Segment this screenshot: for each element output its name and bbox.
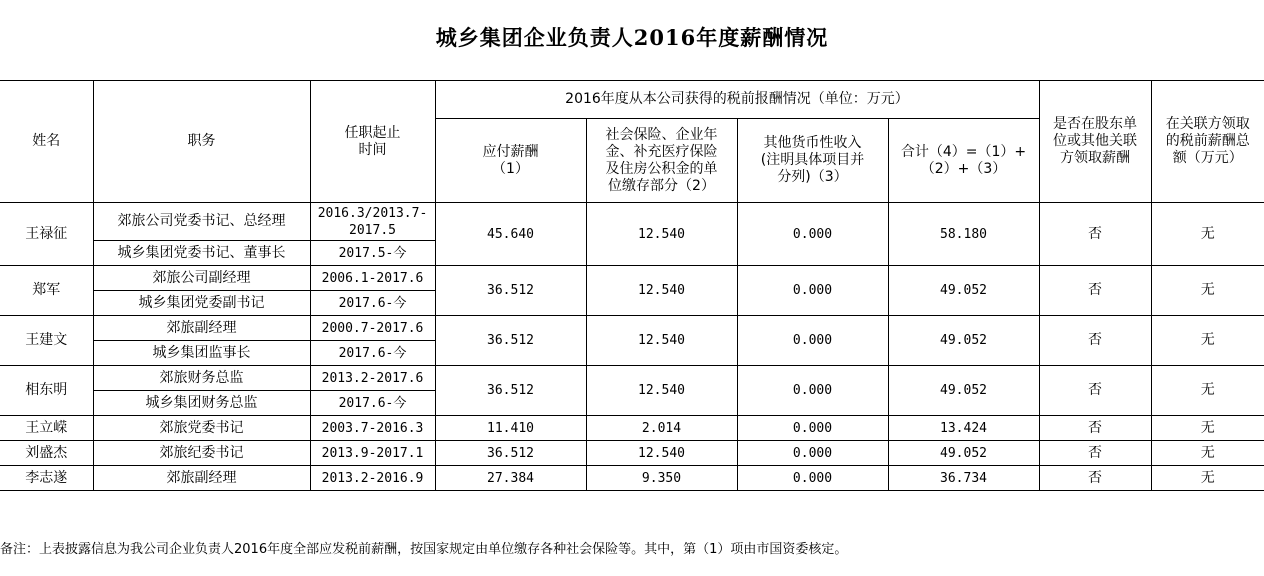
- header-related-amount: 在关联方领取 的税前薪酬总 额（万元）: [1151, 81, 1264, 203]
- other-value: 0.000: [737, 266, 888, 316]
- social-value: 12.540: [586, 266, 737, 316]
- table-row: [0, 316, 1264, 341]
- related-amount-value: 无: [1151, 416, 1264, 441]
- term-period: 2017.5-今: [310, 241, 435, 266]
- pay-value: 45.640: [435, 203, 586, 266]
- other-value: 0.000: [737, 416, 888, 441]
- header-term: 任职起止 时间: [310, 81, 435, 203]
- related-unit-value: 否: [1039, 466, 1151, 491]
- header-social: 社会保险、企业年 金、补充医疗保险 及住房公积金的单 位缴存部分（2）: [586, 119, 737, 203]
- term-period: 2017.6-今: [310, 291, 435, 316]
- footnote: 备注：上表披露信息为我公司企业负责人2016年度全部应发税前薪酬，按国家规定由单位缴存各种社会保险等。其中，第（1）项由市国资委核定。: [0, 542, 848, 557]
- header-name: 姓名: [0, 81, 93, 203]
- other-value: 0.000: [737, 466, 888, 491]
- social-value: 12.540: [586, 441, 737, 466]
- position-title: 郊旅副经理: [93, 466, 310, 491]
- social-value: 12.540: [586, 316, 737, 366]
- position-title: 郊旅财务总监: [93, 366, 310, 391]
- table-row: [0, 366, 1264, 391]
- table-row: [0, 416, 1264, 441]
- position-title: 郊旅公司副经理: [93, 266, 310, 291]
- social-value: 2.014: [586, 416, 737, 441]
- table-row: [0, 266, 1264, 291]
- table-row: [0, 203, 1264, 241]
- term-period: 2013.2-2016.9: [310, 466, 435, 491]
- header-pretax-group: 2016年度从本公司获得的税前报酬情况（单位：万元）: [435, 81, 1039, 119]
- other-value: 0.000: [737, 366, 888, 416]
- social-value: 12.540: [586, 366, 737, 416]
- header-other: 其他货币性收入 (注明具体项目并 分列)（3）: [737, 119, 888, 203]
- related-unit-value: 否: [1039, 266, 1151, 316]
- pay-value: 36.512: [435, 366, 586, 416]
- person-name: 王建文: [0, 316, 93, 366]
- position-title: 城乡集团党委副书记: [93, 291, 310, 316]
- header-position: 职务: [93, 81, 310, 203]
- total-value: 49.052: [888, 366, 1039, 416]
- person-name: 王立嵘: [0, 416, 93, 441]
- related-amount-value: 无: [1151, 366, 1264, 416]
- other-value: 0.000: [737, 203, 888, 266]
- term-period: 2013.2-2017.6: [310, 366, 435, 391]
- position-title: 城乡集团财务总监: [93, 391, 310, 416]
- related-unit-value: 否: [1039, 203, 1151, 266]
- position-title: 郊旅公司党委书记、总经理: [93, 203, 310, 241]
- term-period: 2017.6-今: [310, 341, 435, 366]
- pay-value: 27.384: [435, 466, 586, 491]
- header-pay: 应付薪酬 （1）: [435, 119, 586, 203]
- pay-value: 36.512: [435, 441, 586, 466]
- pay-value: 36.512: [435, 266, 586, 316]
- person-name: 王禄征: [0, 203, 93, 266]
- total-value: 49.052: [888, 316, 1039, 366]
- total-value: 58.180: [888, 203, 1039, 266]
- total-value: 49.052: [888, 441, 1039, 466]
- social-value: 9.350: [586, 466, 737, 491]
- term-period: 2017.6-今: [310, 391, 435, 416]
- position-title: 城乡集团监事长: [93, 341, 310, 366]
- total-value: 13.424: [888, 416, 1039, 441]
- total-value: 36.734: [888, 466, 1039, 491]
- related-unit-value: 否: [1039, 316, 1151, 366]
- term-period: 2006.1-2017.6: [310, 266, 435, 291]
- other-value: 0.000: [737, 441, 888, 466]
- position-title: 郊旅纪委书记: [93, 441, 310, 466]
- pay-value: 11.410: [435, 416, 586, 441]
- social-value: 12.540: [586, 203, 737, 266]
- pay-value: 36.512: [435, 316, 586, 366]
- related-amount-value: 无: [1151, 266, 1264, 316]
- salary-table: [0, 80, 1264, 491]
- position-title: 城乡集团党委书记、董事长: [93, 241, 310, 266]
- related-amount-value: 无: [1151, 441, 1264, 466]
- person-name: 刘盛杰: [0, 441, 93, 466]
- term-period: 2013.9-2017.1: [310, 441, 435, 466]
- person-name: 郑军: [0, 266, 93, 316]
- header-total: 合计（4）=（1）+ （2）+（3）: [888, 119, 1039, 203]
- term-period: 2016.3/2013.7- 2017.5: [310, 203, 435, 241]
- table-row: [0, 441, 1264, 466]
- related-amount-value: 无: [1151, 203, 1264, 266]
- term-period: 2003.7-2016.3: [310, 416, 435, 441]
- total-value: 49.052: [888, 266, 1039, 316]
- table-row: [0, 466, 1264, 491]
- related-unit-value: 否: [1039, 366, 1151, 416]
- position-title: 郊旅副经理: [93, 316, 310, 341]
- related-amount-value: 无: [1151, 316, 1264, 366]
- position-title: 郊旅党委书记: [93, 416, 310, 441]
- term-period: 2000.7-2017.6: [310, 316, 435, 341]
- related-amount-value: 无: [1151, 466, 1264, 491]
- page-title: 城乡集团企业负责人2016年度薪酬情况: [435, 25, 829, 50]
- related-unit-value: 否: [1039, 416, 1151, 441]
- person-name: 相东明: [0, 366, 93, 416]
- related-unit-value: 否: [1039, 441, 1151, 466]
- person-name: 李志遂: [0, 466, 93, 491]
- header-related-unit: 是否在股东单 位或其他关联 方领取薪酬: [1039, 81, 1151, 203]
- other-value: 0.000: [737, 316, 888, 366]
